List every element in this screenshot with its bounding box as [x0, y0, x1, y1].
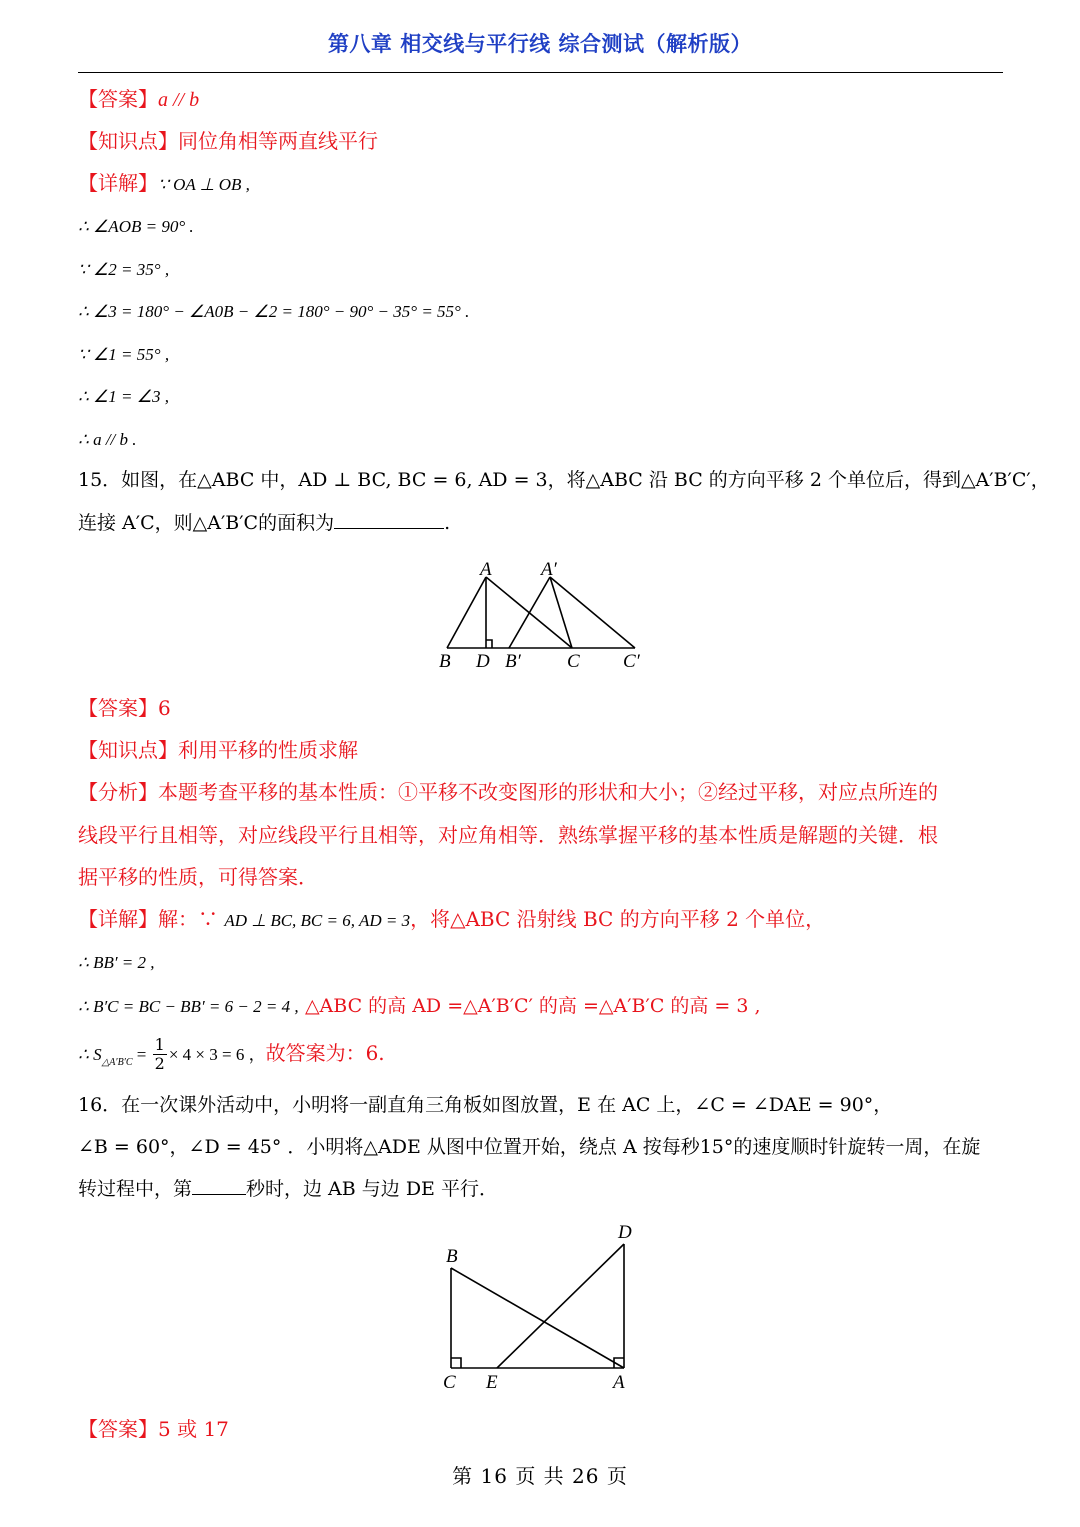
label-e: E: [486, 1372, 498, 1393]
detail-step: ∵ ∠2 = 35° ,: [78, 260, 170, 279]
q15-figure: [430, 555, 660, 675]
detail-math: × 4 × 3 = 6 ，: [168, 1045, 266, 1064]
fraction-numerator: 1: [154, 1035, 165, 1054]
side-a2b2: [509, 577, 550, 648]
label-c: C: [567, 651, 580, 672]
knowledge-text: 同位角相等两直线平行: [178, 129, 378, 153]
q16-stem-line3: [78, 1176, 498, 1202]
q14-knowledge: [78, 128, 378, 154]
label-b: B: [439, 651, 451, 672]
right-angle-mark-c: [451, 1358, 461, 1368]
q15-stem-line1: 15．如图，在△ABC 中，AD ⊥ BC, BC = 6, AD = 3，将△ABC 沿 BC 的方向平移 2 个单位后，得到△A′B′C′，: [78, 469, 1050, 491]
detail-label: 【详解】: [78, 171, 158, 195]
label-d: D: [618, 1222, 632, 1243]
label-c-prime: C′: [623, 651, 640, 672]
segment-a2c: [550, 577, 572, 648]
page-footer: 第 16 页 共 26 页: [452, 1464, 628, 1488]
answer-value: 5 或 17: [158, 1417, 229, 1441]
detail-step: ∵ OA ⊥ OB ,: [158, 175, 250, 194]
detail-step: ∴ ∠1 = ∠3 ,: [78, 387, 170, 406]
q16-figure: [435, 1220, 645, 1395]
answer-blank: [192, 1176, 246, 1195]
side-a2c2: [550, 577, 635, 648]
fraction-one-half: [153, 1036, 167, 1073]
detail-conclusion: 故答案为：6.: [265, 1041, 385, 1065]
label-a: A: [613, 1372, 625, 1393]
q16-stem-line1: 16．在一次课外活动中，小明将一副直角三角板如图放置，E 在 AC 上，∠C = ∠DAE = 90°，: [78, 1094, 893, 1116]
q15-stem-line2: [78, 510, 450, 536]
knowledge-text: 利用平移的性质求解: [178, 738, 358, 762]
area-subscript: △A′B′C: [101, 1057, 133, 1068]
right-angle-mark: [486, 640, 492, 648]
label-a: A: [480, 559, 492, 580]
page-header-title: 第八章 相交线与平行线 综合测试（解析版）: [327, 32, 753, 56]
label-d: D: [476, 651, 490, 672]
q15-detail-line4: [78, 1031, 385, 1085]
stem-text: 秒时，边 AB 与边 DE 平行．: [246, 1178, 498, 1200]
answer-value: 6: [158, 696, 171, 720]
q15-analysis-line1: [78, 779, 938, 805]
answer-label: 【答案】: [78, 1417, 158, 1441]
detail-text: 解：∵: [158, 907, 225, 931]
detail-step: ∵ ∠1 = 55° ,: [78, 345, 170, 364]
q16-answer: [78, 1416, 229, 1442]
label-b-prime: B′: [505, 651, 521, 672]
knowledge-label: 【知识点】: [78, 129, 178, 153]
answer-blank: [334, 510, 444, 529]
q15-detail-line2: ∴ BB′ = 2 ,: [78, 953, 155, 972]
detail-step: ∴ ∠AOB = 90° .: [78, 217, 194, 236]
area-symbol: ∴ S: [78, 1045, 102, 1064]
detail-step: ∴ ∠3 = 180° − ∠A0B − ∠2 = 180° − 90° − 35° = 55° .: [78, 302, 470, 321]
answer-value: a // b: [158, 89, 200, 111]
detail-label: 【详解】: [78, 907, 158, 931]
answer-label: 【答案】: [78, 696, 158, 720]
stem-text: .: [444, 512, 451, 534]
q15-detail-line3: [78, 992, 761, 1020]
q15-answer: [78, 695, 171, 721]
detail-math: ∴ B′C = BC − BB′ = 6 − 2 = 4 ,: [78, 997, 299, 1016]
answer-label: 【答案】: [78, 87, 158, 111]
q15-analysis-line2: 线段平行且相等，对应线段平行且相等，对应角相等．熟练掌握平移的基本性质是解题的关键．根: [78, 823, 938, 847]
detail-math: AD ⊥ BC, BC = 6, AD = 3: [224, 911, 411, 930]
label-b: B: [446, 1246, 458, 1267]
detail-step: ∴ a // b .: [78, 430, 137, 449]
q14-detail: [78, 170, 250, 198]
q14-answer: [78, 86, 199, 113]
side-ab: [447, 577, 486, 648]
analysis-label: 【分析】: [78, 780, 158, 804]
analysis-text: 本题考查平移的基本性质：①平移不改变图形的形状和大小；②经过平移，对应点所连的: [158, 780, 938, 804]
knowledge-label: 【知识点】: [78, 738, 178, 762]
label-a-prime: A′: [541, 559, 557, 580]
header-rule: [78, 72, 1003, 73]
fraction-denominator: 2: [154, 1054, 165, 1073]
q16-stem-line2: ∠B = 60°，∠D = 45° ．小明将△ADE 从图中位置开始，绕点 A 按每秒15°的速度顺时针旋转一周，在旋: [78, 1136, 981, 1158]
q15-detail-line1: [78, 906, 825, 934]
q15-knowledge: [78, 737, 358, 763]
stem-text: 转过程中，第: [78, 1178, 193, 1200]
detail-text: △ABC 的高 AD =△A′B′C′ 的高 =△A′B′C 的高 = 3 ,: [304, 995, 761, 1017]
equals-sign: =: [132, 1045, 151, 1064]
q15-analysis-line3: 据平移的性质，可得答案．: [78, 865, 318, 889]
label-c: C: [443, 1372, 456, 1393]
detail-text: ，将△ABC 沿射线 BC 的方向平移 2 个单位，: [410, 907, 826, 931]
side-ba: [451, 1268, 624, 1368]
stem-text: 连接 A′C，则△A′B′C的面积为: [78, 512, 335, 534]
